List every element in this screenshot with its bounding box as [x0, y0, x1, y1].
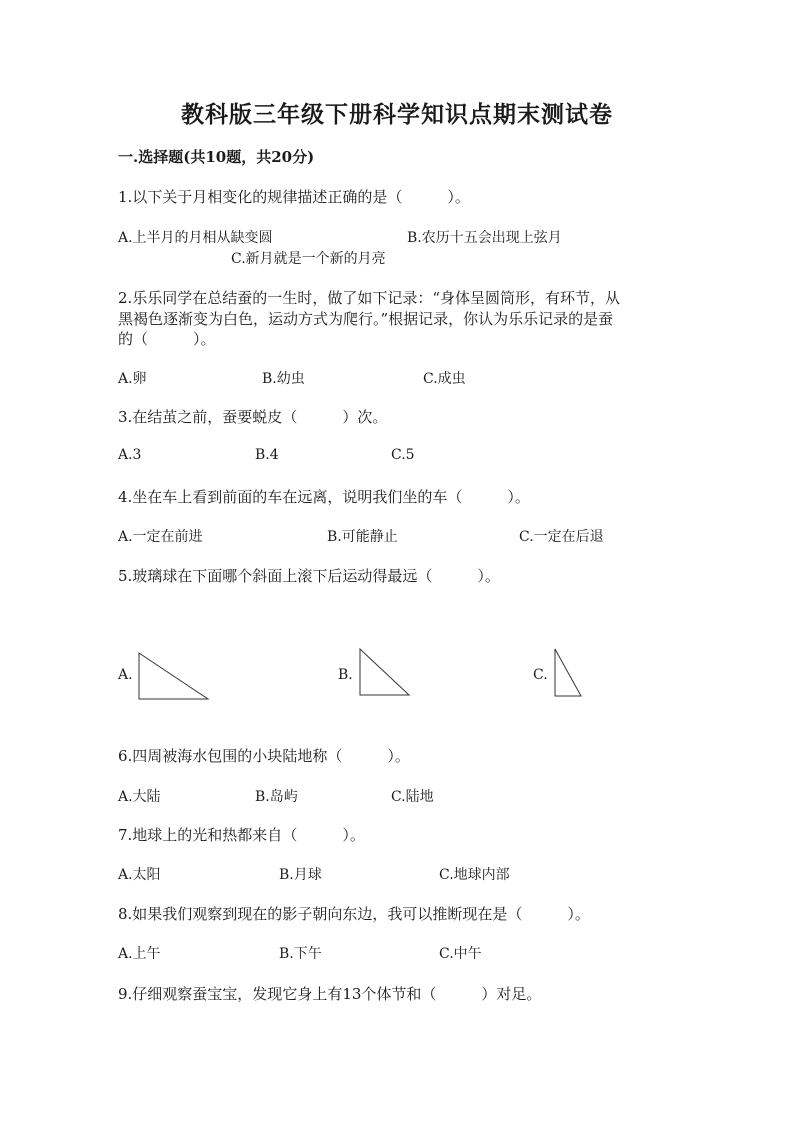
q6-option-b: B.岛屿 — [255, 789, 298, 805]
section-heading: 一.选择题(共10题，共20分) — [118, 148, 315, 166]
q5-option-c-label: C. — [533, 667, 548, 683]
q5-option-c-slope — [554, 648, 584, 698]
q6-option-c: C.陆地 — [391, 789, 434, 805]
question-7: 7.地球上的光和热都来自（ ）。 — [118, 826, 365, 844]
question-2-line-3: 的（ ）。 — [118, 330, 216, 348]
q5-option-b-label: B. — [338, 667, 353, 683]
q4-option-c: C.一定在后退 — [519, 529, 604, 545]
q2-option-b: B.幼虫 — [262, 371, 305, 387]
q1-option-a: A.上半月的月相从缺变圆 — [118, 230, 273, 246]
q4-option-a: A.一定在前进 — [118, 529, 203, 545]
question-4: 4.坐在车上看到前面的车在远离，说明我们坐的车（ ）。 — [118, 488, 530, 506]
question-5: 5.玻璃球在下面哪个斜面上滚下后运动得最远（ ）。 — [118, 567, 500, 585]
q6-option-a: A.大陆 — [118, 789, 161, 805]
q7-option-a: A.太阳 — [118, 867, 161, 883]
q1-option-b: B.农历十五会出现上弦月 — [407, 230, 562, 246]
q5-option-a-slope — [138, 652, 210, 700]
q1-option-c: C.新月就是一个新的月亮 — [231, 251, 386, 267]
question-2-line-2: 黑褐色逐渐变为白色，运动方式为爬行。”根据记录，你认为乐乐记录的是蚕 — [118, 310, 614, 328]
q3-option-c: C.5 — [391, 447, 415, 463]
question-3: 3.在结茧之前，蚕要蜕皮（ ）次。 — [118, 408, 388, 426]
q3-option-b: B.4 — [255, 447, 279, 463]
q8-option-a: A.上午 — [118, 946, 161, 962]
q5-option-b-slope — [359, 648, 411, 696]
question-1: 1.以下关于月相变化的规律描述正确的是（ ）。 — [118, 188, 470, 206]
q7-option-c: C.地球内部 — [439, 867, 510, 883]
q8-option-c: C.中午 — [439, 946, 482, 962]
q5-option-a-label: A. — [118, 667, 133, 683]
q4-option-b: B.可能静止 — [327, 529, 398, 545]
question-9: 9.仔细观察蚕宝宝，发现它身上有13个体节和（ ）对足。 — [118, 985, 542, 1003]
question-2-line-1: 2.乐乐同学在总结蚕的一生时，做了如下记录：“身体呈圆筒形，有环节，从 — [118, 289, 620, 307]
q2-option-c: C.成虫 — [423, 371, 466, 387]
question-6: 6.四周被海水包围的小块陆地称（ ）。 — [118, 747, 410, 765]
q8-option-b: B.下午 — [279, 946, 322, 962]
page-title: 教科版三年级下册科学知识点期末测试卷 — [181, 101, 613, 128]
q2-option-a: A.卵 — [118, 371, 147, 387]
q3-option-a: A.3 — [118, 447, 142, 463]
q7-option-b: B.月球 — [279, 867, 322, 883]
question-8: 8.如果我们观察到现在的影子朝向东边，我可以推断现在是（ ）。 — [118, 905, 590, 923]
